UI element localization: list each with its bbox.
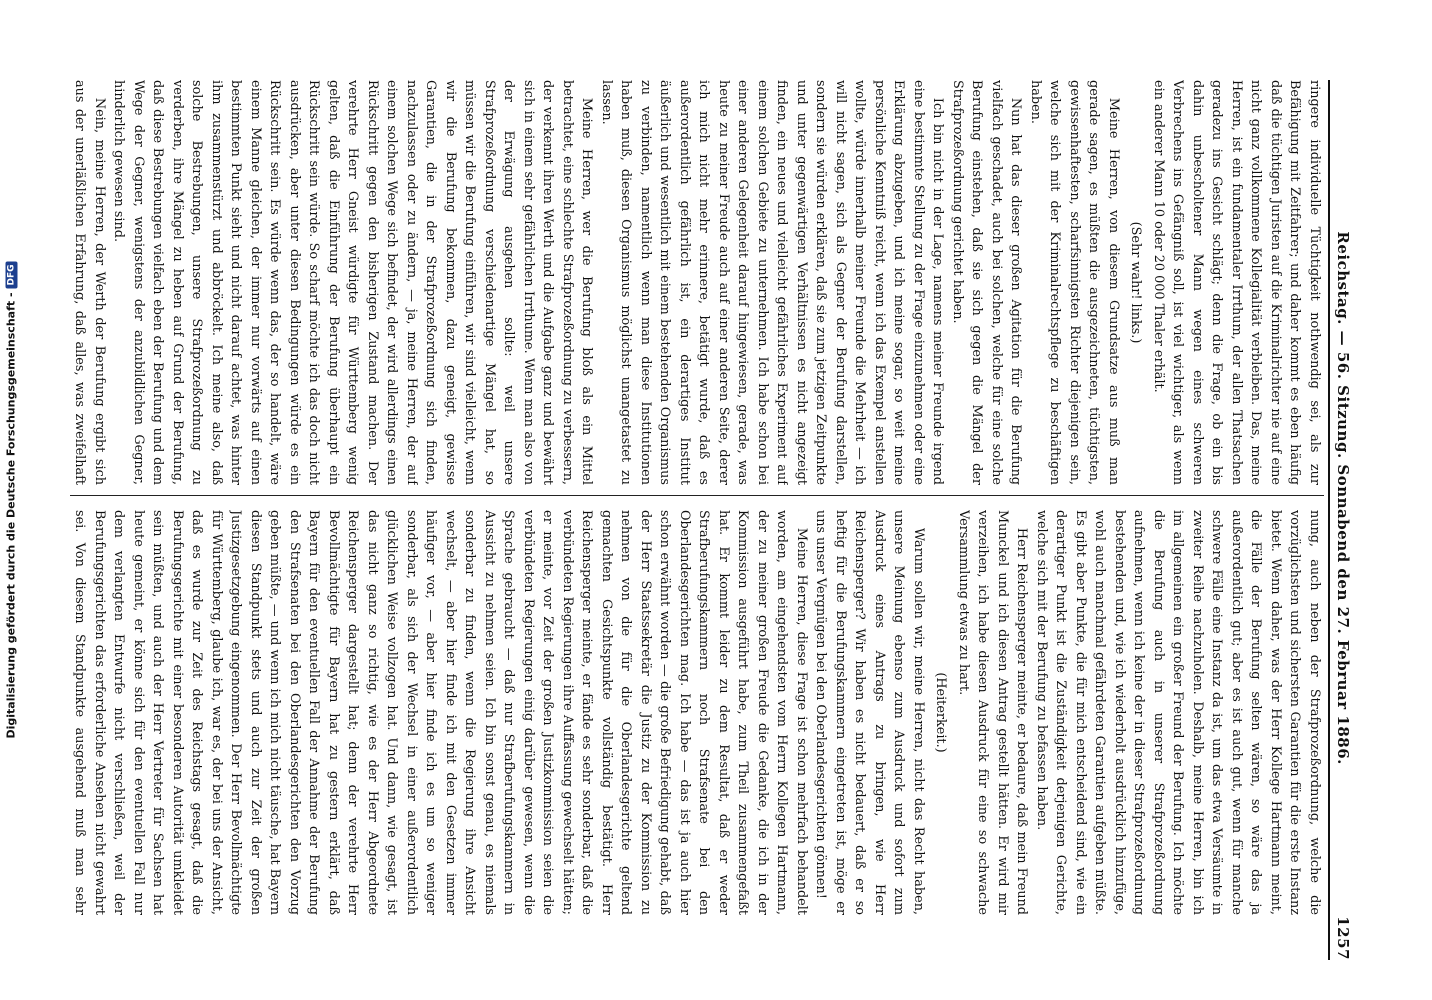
- header-rule: [1328, 80, 1330, 960]
- digitization-credit-text: Digitalisierung gefördert durch die Deutsche Forschungsgemeinschaft -: [4, 292, 18, 739]
- paragraph: nung, auch neben der Strafprozeßordnung, welche die vorzüglichsten und sichersten Garantien für die erste Instanz bietet. Wenn daher, was der Herr Kollege Hartmann meint, die Fälle der Berufung selten wären, so wäre das ja außerordentlich gut; aber es ist auch gut, wenn für manche schwere Fälle eine Instanz da ist, um das etwa Versäumte in zweiter Reihe nachzuholen. Deshalb, meine Herren, bin ich im allgemeinen ein großer Freund der Berufung. Ich möchte die Berufung auch in unserer Strafprozeßordnung aufnehmen, wenn ich keine der in dieser Strafprozeßordnung bestehenden und, wie ich wiederholt ausdrücklich hinzufüge, wohl auch manchmal gefährdeten Garantien aufgeben müßte. Es gibt aber Punkte, die für mich entscheidend sind, wie ein derartiger Punkt ist die Zuständigkeit derjenigen Gerichte, welche sich mit der Berufung zu befassen haben.: [1034, 510, 1322, 915]
- left-column: [70, 80, 1324, 485]
- digitization-credit: [5, 261, 18, 738]
- paragraph: Meine Herren, von diesem Grundsatze aus muß man gerade sagen, es müßten die ausgezeichneten, tüchtigsten, gewissenhaftesten, scharfsinnigsten Richter diejenigen sein, welche sich mit der Kriminalrechtspflege zu beschäftigen haben.: [1028, 80, 1121, 485]
- right-column: [70, 510, 1324, 915]
- page-number: 1257: [1334, 916, 1352, 960]
- column-divider: [70, 495, 1324, 496]
- dfg-logo: DFG: [5, 261, 17, 288]
- paragraph: ringere individuelle Tüchtigkeit nothwendig sei, als zur Befähigung mit Zeitfahrer; und daher kommt es eben häufig daß die tüchtigen Juristen auf die Kriminalrichter nie auf eine nicht ganz vollkommene Kollegialität verbleiben. Das, meine Herren, ist ein fundamentaler Irrthum, der allen Thatsachen geradezu ins Gesicht schlägt; denn die Frage, ob ein bis dahin unbescholtener Mann wegen eines schweren Verbrechens ins Gefängniß soll, ist viel wichtiger, als wenn ein anderer Mann 10 oder 20 000 Thaler erhält.: [1151, 80, 1322, 485]
- paragraph: Nein, meine Herren, der Werth der Berufung ergibt sich aus der unerläßlichen Erfahrung, daß alles, was zweifelhaft: [72, 80, 107, 485]
- digitization-credit-strip: [0, 0, 22, 1000]
- paragraph: Nun hat das dieser großen Agitation für die Berufung vielfach geschadet, auch bei solchen, welche für eine solche Berufung einstehen, daß sie sich gegen die Mängel der Strafprozeßordnung gerichtet haben.: [950, 80, 1024, 485]
- paragraph: Warum sollen wir, meine Herren, nicht das Recht haben, unsere Meinung ebenso zum Ausdruck und sofort zum Ausdruck eines Antrags zu bringen, wie Herr Reichensperger? Wir haben es nicht bedauert, daß er so heftig für die Berufungskammern eingetreten ist, möge er uns unser Vergnügen bei den Oberlandesgerichten gönnen!: [813, 510, 926, 915]
- paragraph: Meine Herren, diese Frage ist schon mehrfach behandelt worden, am eingehendsten vom Herrn Kollegen Hartmann, der zu meiner großen Freude die Gedanke, die ich in der Kommission ausgeführt habe, zum Theil zusammengefaßt hat. Er kommt leider zu dem Resultat, daß er weder Strafberufungskammern noch Strafsenate bei den Oberlandesgerichten mag. Ich habe — das ist ja auch hier schon erwähnt worden — die große Befriedigung gehabt, daß der Herr Staatssekretär die Justiz zu der Kommission zu nehmen von die für die Oberlandesgerichte geltend gemachten Gesichtspunkte vollständig bestätigt. Herr Reichensperger meinte, er fände es sehr sonderbar, daß die verbündeten Regierungen ihre Auffassung gewechselt hätten; er meinte, vor Zeit der großen Justizkommission seien die verbündeten Regierungen einig darüber gewesen, wenn die Sprache gebraucht — daß nur Strafberufungskammern in Aussicht zu nehmen seien. Ich bin sonst genau, es niemals sonderbar zu finden, wenn die Regierung ihre Ansicht wechselt, — aber hier finde ich mit den Gesetzen immer häufiger vor, — aber hier finde ich es um so weniger sonderbar, als sich der Wechsel in einer außerordentlich glücklichen Weise vollzogen hat. Und dann, wie gesagt, ist das nicht ganz so richtig, wie es der Herr Abgeordnete Reichensperger dargestellt hat; denn der verehrte Herr Bevollmächtigte für Bayern hat zu gestern erklärt, daß Bayern für den eventuellen Fall der Annahme der Berufung den Strafsenaten bei den Oberlandesgerichten den Vorzug geben müßte, — und wenn ich mich nicht täusche, hat Bayern diesen Standpunkt stets und auch zur Zeit der großen Justizgesetzgebung eingenommen. Der Herr Bevollmächtigte für Württemberg, glaube ich, war es, der bei uns der Ansicht, daß es wurde zur Zeit des Reichstags gesagt, daß die Berufungsgerichte mit einer besonderen Autorität umkleidet sein müßten, und auch der Herr Vertreter für Sachsen hat heute gemeint, er könne sich für den eventuellen Fall nur dem verlangten Entwurfe nicht verschließen, weil der Berufungsgerichten das erforderliche Ansehen nicht gewahrt sei. Von diesem Standpunkte ausgehend muß man sehr: [72, 510, 809, 915]
- running-head: Reichstag. — 56. Sitzung. Sonnabend den 27. Februar 1886.: [1334, 231, 1352, 765]
- stage-direction: (Sehr wahr! links.): [1128, 221, 1144, 344]
- paragraph: Ich bin nicht in der Lage, namens meiner Freunde irgend eine bestimmte Stellung zu der Frage einzunehmen oder eine Erklärung abzugeben, und ich meine sogar, so weit meine persönliche Kenntniß reicht, wenn ich das Exempel anstellen wollte, würde innerhalb meiner Freunde die Mehrheit — ich will nicht sagen, sich als Gegner der Berufung darstellen, sondern sie würden erklären, daß sie zum jetzigen Zeitpunkte und unter gegenwärtigen Verhältnissen es nicht angezeigt finden, ein neues und vielleicht gefährliches Experiment auf einem solchen Gebiete zu unternehmen. Ich habe schon bei einer anderen Gelegenheit darauf hingewiesen, gerade, was heute zu meiner Freude auch auf einer anderen Seite, derer ich mich nicht mehr erinnere, betätigt wurde, daß es außerordentlich gefährlich ist, ein derartiges Institut äußerlich und wesentlich mit einem bestehenden Organismus zu verbinden, namentlich wenn man diese Institutionen haben muß, diesen Organismus möglichst unangetastet zu lassen.: [599, 80, 946, 485]
- stage-direction: (Heiterkeit.): [933, 672, 949, 753]
- paragraph: Meine Herren, wer die Berufung bloß als ein Mittel betrachtet, eine schlechte Strafprozeßordnung zu verbessern, der verkennt ihren Werth und die Aufgabe ganz und bewährt sich in einem sehr gefährlichen Irrthume. Wenn man also von der Erwägung ausgehen sollte: weil unsere Strafprozeßordnung verschiedenartige Mängel hat, so müssen wir die Berufung einführen, wir sind vielleicht, wenn wir die Berufung bekommen, dazu geneigt, gewisse Garantien, die in der Strafprozeßordnung sich finden, nachzulassen oder zu ändern, — ja, meine Herren, der auf einem solchen Wege sich befindet, der wird allerdings einen Rückschritt gegen den bisherigen Zustand machen. Der verehrte Herr Gneist würdigte für Württemberg wenig gelten, daß die Einführung der Berufung überhaupt ein Rückschritt sein würde. So scharf möchte ich das doch nicht ausdrücken, aber unter diesen Bedingungen würde es ein Rückschritt sein. Es würde wenn das, der so handelt, wäre einem Manne gleichen, der immer nur vorwärts auf einen bestimmten Punkt sieht und nicht darauf achtet, was hinter ihm zusammenstürzt und abbröckelt. Ich meine also, daß solche Bestrebungen, unsere Strafprozeßordnung zu verderben, ihre Mängel zu heben auf Grund der Berufung, daß diese Bestrebungen vielfach eben der Berufung und dem Wege der Gegner, wenigstens der anzubildlichen Gegner, hinderlich gewesen sind.: [111, 80, 595, 485]
- page-header: [1334, 80, 1362, 960]
- paragraph: Herr Reichensperger meinte, er bedaure, daß mein Freund Munckel und ich diesen Antrag gestellt hätten. Er wird mir verzeihen, ich habe diesen Ausdruck für eine so schwache Versammlung etwas zu hart.: [956, 510, 1030, 915]
